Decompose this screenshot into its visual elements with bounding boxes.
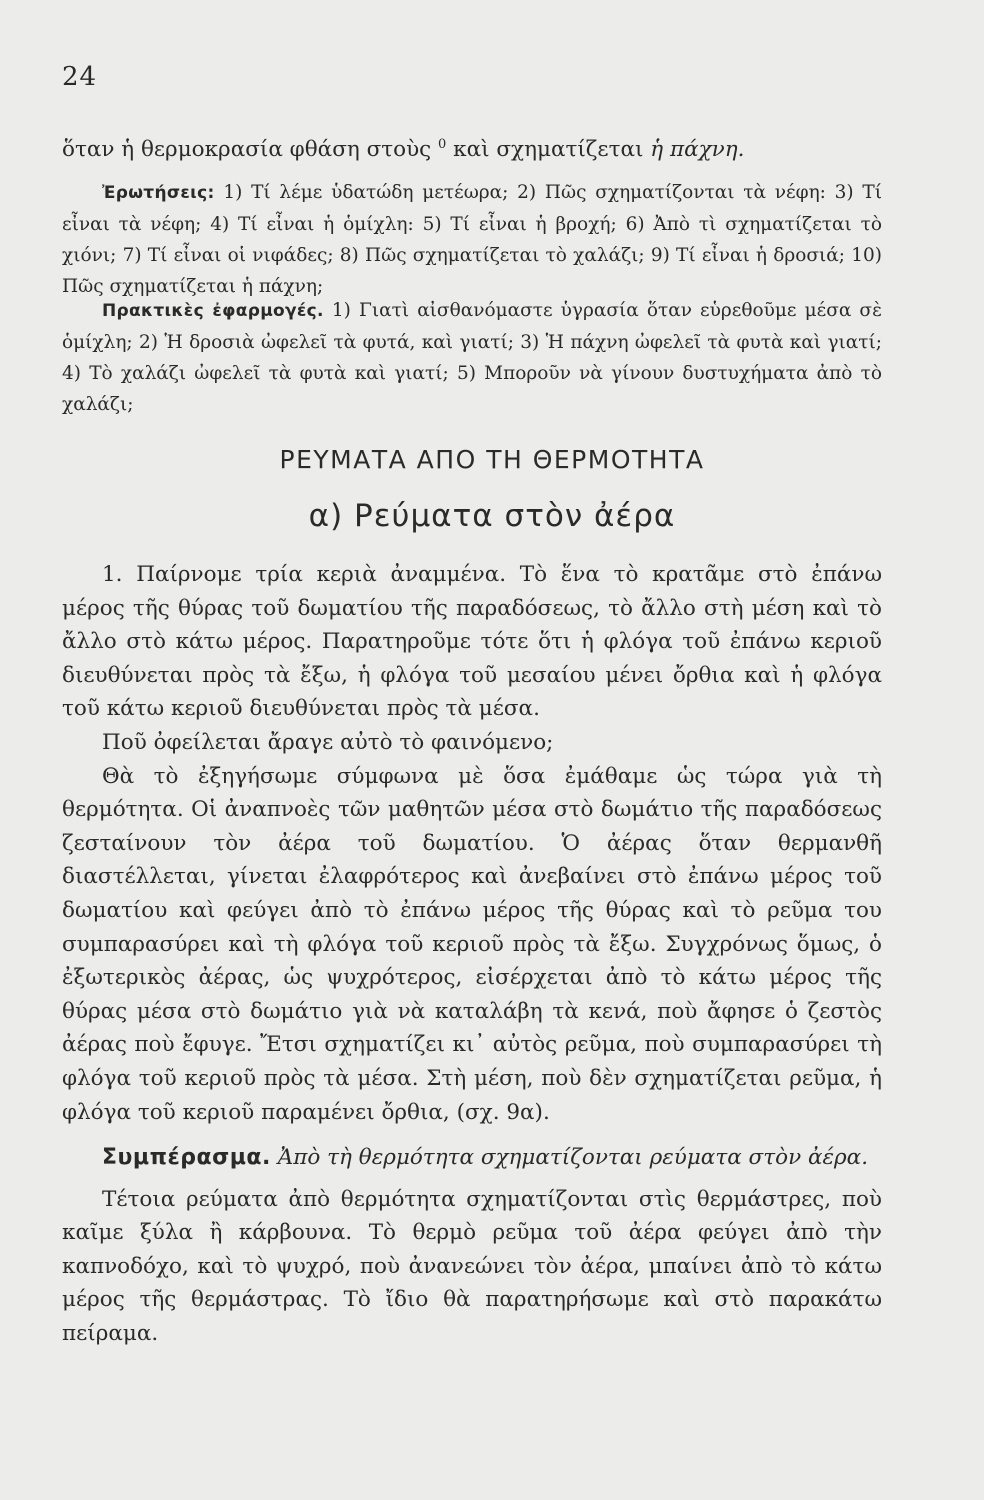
- conclusion-text: Ἀπὸ τὴ θερμότητα σχηματίζονται ρεύματα στὸν ἀέρα.: [270, 1145, 869, 1171]
- intro-italic: ἡ πάχνη.: [650, 137, 745, 163]
- paragraph-3: Θὰ τὸ ἐξηγήσωμε σύμφωνα μὲ ὅσα ἐμάθαμε ὡς τώρα γιὰ τὴ θερμότητα. Οἱ ἀναπνοὲς τῶν μαθητῶν μέσα στὸ δωμάτιο τῆς παραδόσεως ζεσταίνουν τὸν ἀέρα τοῦ δωματίου. Ὁ ἀέρας ὅταν θερμανθῆ διαστέλλεται, γίνεται ἐλαφρότερος καὶ ἀνεβαίνει στὸ ἐπάνω μέρος τοῦ δωματίου καὶ φεύγει ἀπὸ τὸ ἐπάνω μέρος τῆς θύρας καὶ τὸ ρεῦμα του συμπαρασύρει καὶ τὴ φλόγα τοῦ κεριοῦ πρὸς τὰ ἔξω. Συγχρόνως ὅμως, ὁ ἐξωτερικὸς ἀέρας, ὡς ψυχρότερος, εἰσέρχεται ἀπὸ τὸ κάτω μέρος τῆς θύρας μέσα στὸ δωμάτιο γιὰ νὰ καταλάβη τὰ κενά, ποὺ ἄφησε ὁ ζεστὸς ἀέρας ποὺ ἔφυγε. Ἔτσι σχηματίζει κι᾿ αὐτὸς ρεῦμα, ποὺ συμπαρασύρει τὴ φλόγα τοῦ κεριοῦ πρὸς τὰ μέσα. Στὴ μέση, ποὺ δὲν σχηματίζεται ρεῦμα, ἡ φλόγα τοῦ κεριοῦ παραμένει ὄρθια, (σχ. 9α).: [62, 763, 882, 1125]
- intro-text: ὅταν ἡ θερμοκρασία φθάση στοὺς: [62, 137, 439, 163]
- conclusion-label: Συμπέρασμα.: [102, 1145, 271, 1171]
- final-paragraph: Τέτοια ρεύματα ἀπὸ θερμότητα σχηματίζονται στὶς θερμάστρες, ποὺ καῖμε ξύλα ἢ κάρβουνα. Τὸ θερμὸ ρεῦμα τοῦ ἀέρα φεύγει ἀπὸ τὴν καπνοδόχο, καὶ τὸ ψυχρό, ποὺ ἀνανεώνει τὸν ἀέρα, μπαίνει ἀπὸ τὸ κάτω μέρος τῆς θερμάστρας. Τὸ ἴδιο θὰ παρατηρήσωμε καὶ στὸ παρακάτω πείραμα.: [62, 1186, 882, 1347]
- questions-text: 1) Τί λέμε ὑδατώδη μετέωρα; 2) Πῶς σχηματίζονται τὰ νέφη: 3) Τί εἶναι τὰ νέφη; 4) Τί εἶναι ἡ ὁμίχλη: 5) Τί εἶναι ἡ βροχή; 6) Ἀπὸ τὶ σχηματίζεται τὸ χιόνι; 7) Τί εἶναι οἱ νιφάδες; 8) Πῶς σχηματίζεται τὸ χαλάζι; 9) Τί εἶναι ἡ δροσιά; 10) Πῶς σχηματίζεται ἡ πάχνη;: [62, 182, 882, 297]
- paragraph-2: Ποῦ ὀφείλεται ἄραγε αὐτὸ τὸ φαινόμενο;: [102, 729, 554, 755]
- questions-paragraph: [62, 177, 882, 302]
- paragraph-1: 1. Παίρνομε τρία κεριὰ ἀναμμένα. Τὸ ἕνα τὸ κρατᾶμε στὸ ἐπάνω μέρος τῆς θύρας τοῦ δωματίου τῆς παραδόσεως, τὸ ἄλλο στὴ μέση καὶ τὸ ἄλλο στὸ κάτω μέρος. Παρατηροῦμε τότε ὅτι ἡ φλόγα τοῦ ἐπάνω κεριοῦ διευθύνεται πρὸς τὰ ἔξω, ἡ φλόγα τοῦ μεσαίου μένει ὄρθια καὶ ἡ φλόγα τοῦ κάτω κεριοῦ διευθύνεται πρὸς τὰ μέσα.: [62, 562, 882, 722]
- applications-paragraph: [62, 295, 882, 420]
- applications-label: Πρακτικὲς ἐφαρμογές.: [102, 301, 324, 321]
- body-text: [62, 558, 882, 1351]
- page-number: 24: [62, 62, 98, 92]
- degree-superscript: 0: [438, 137, 447, 152]
- intro-text-b: καὶ σχηματίζεται: [446, 137, 651, 163]
- subsection-title: α) Ρεύματα στὸν ἀέρα: [308, 498, 676, 534]
- questions-label: Ἐρωτήσεις:: [102, 183, 215, 203]
- section-title: ΡΕΥΜΑΤΑ ΑΠΟ ΤΗ ΘΕΡΜΟΤΗΤΑ: [279, 445, 705, 474]
- applications-text: 1) Γιατὶ αἰσθανόμαστε ὑγρασία ὅταν εὑρεθοῦμε μέσα σὲ ὁμίχλη; 2) Ἡ δροσιὰ ὠφελεῖ τὰ φυτά, καὶ γιατί; 3) Ἡ πάχνη ὠφελεῖ τὰ φυτὰ καὶ γιατί; 4) Τὸ χαλάζι ὠφελεῖ τὰ φυτὰ καὶ γιατί; 5) Μποροῦν νὰ γίνουν δυστυχήματα ἀπὸ τὸ χαλάζι;: [62, 300, 882, 415]
- conclusion: [62, 1141, 882, 1175]
- intro-line: [62, 128, 882, 167]
